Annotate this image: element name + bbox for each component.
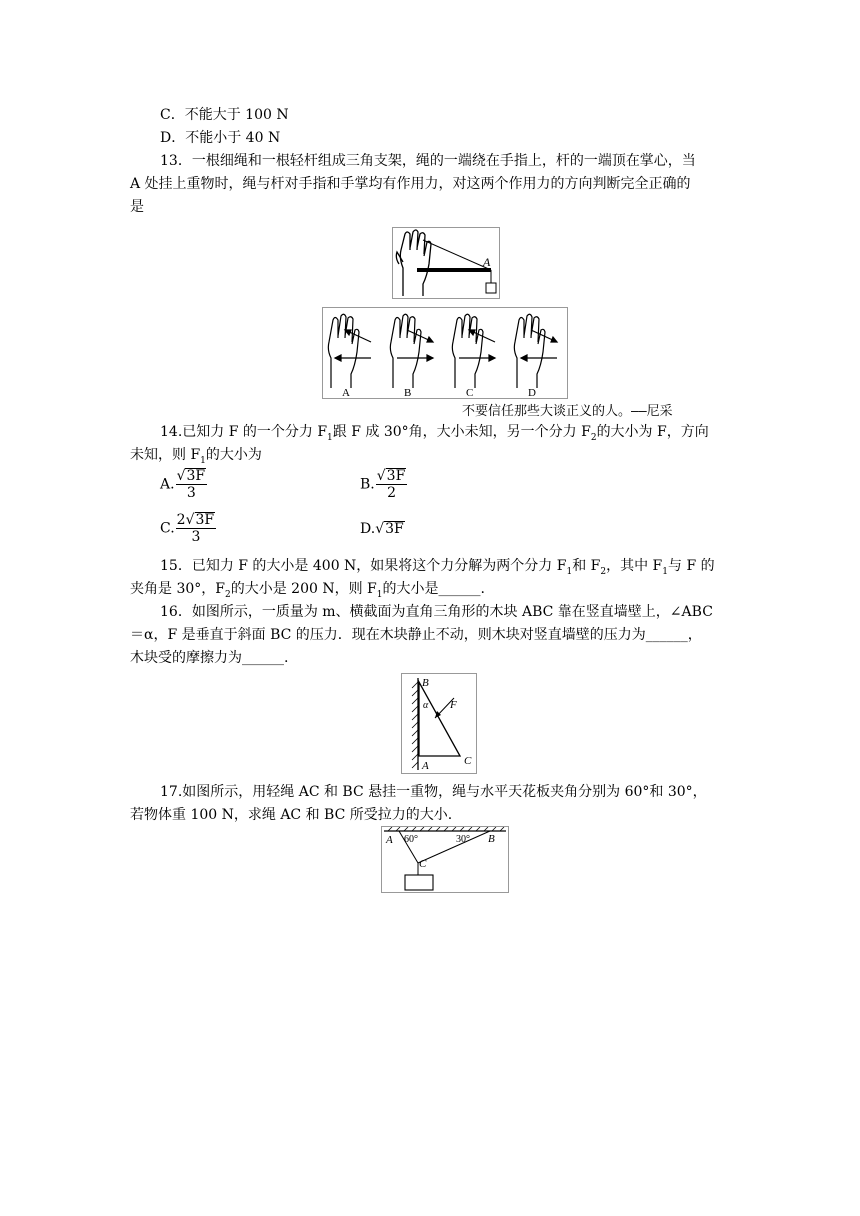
- fig-f-label: F: [450, 699, 457, 711]
- q14-option-b: B. $\frac{√3F}{2}$: [360, 468, 406, 501]
- q14-text-line2: 未知，则 $F_1$的大小为: [130, 447, 262, 466]
- choice-b-label: B: [404, 387, 412, 398]
- choice-c-label: C: [466, 387, 474, 398]
- q16-text-line1: 16．如图所示，一质量为 m、横截面为直角三角形的木块 ABC 靠在竖直墙壁上，∠ABC: [160, 604, 713, 620]
- fig-alpha-label: α: [423, 700, 429, 711]
- choice-c-hand: [452, 314, 495, 388]
- q13-text-line3: 是: [130, 199, 144, 215]
- fig-c-label: C: [464, 755, 472, 767]
- q12-option-d: D．不能小于 40 N: [160, 130, 281, 146]
- choice-d-hand: [514, 314, 557, 388]
- q17-text-line1: 17.如图所示，用轻绳 AC 和 BC 悬挂一重物，绳与水平天花板夹角分别为 60°和 30°，: [160, 784, 707, 800]
- q15-text-line1: 15．已知力 F 的大小是 400 N，如果将这个力分解为两个分力 $F_1$和 $F_2$，其中 $F_1$与 F 的: [160, 558, 715, 577]
- fig-b-label: B: [422, 677, 429, 689]
- choice-a-label: A: [342, 387, 350, 398]
- q13-text-line2: A 处挂上重物时，绳与杆对手指和手掌均有作用力，对这两个作用力的方向判断完全正确的: [130, 176, 691, 192]
- q14-option-a: A. $\frac{√3F}{3}$: [160, 468, 206, 501]
- choice-b-hand: [390, 314, 433, 388]
- q13-text-line1: 13．一根细绳和一根轻杆组成三角支架，绳的一端绕在手指上，杆的一端顶在掌心，当: [160, 153, 696, 169]
- hanging-weight-figure: [381, 826, 509, 893]
- q14-text-line1: 14.已知力 F 的一个分力 $F_1$跟 F 成 30°角，大小未知，另一个分力 $F_2$的大小为 F，方向: [160, 424, 709, 443]
- fig-point-a-label: A: [483, 255, 491, 269]
- hand-tripod-figure: [392, 227, 500, 299]
- choice-d-label: D: [528, 387, 536, 398]
- q17-text-line2: 若物体重 100 N，求绳 AC 和 BC 所受拉力的大小.: [130, 807, 453, 823]
- fig17-c-label: C: [419, 858, 427, 870]
- fig-a-label: A: [422, 760, 429, 772]
- q16-text-line3: 木块受的摩擦力为______.: [130, 650, 289, 666]
- q14-option-d: D.√3F: [360, 521, 404, 537]
- fig17-a-label: A: [386, 834, 393, 846]
- nietzsche-quote: 不要信任那些大谈正义的人。——尼采: [462, 404, 673, 419]
- fig17-b-label: B: [488, 833, 495, 845]
- fig17-angle-a: 60°: [404, 834, 418, 845]
- choice-a-hand: [328, 314, 371, 388]
- fig17-angle-b: 30°: [456, 834, 470, 845]
- q15-text-line2: 夹角是 30°，$F_2$的大小是 200 N，则 $F_1$的大小是______.: [130, 581, 485, 600]
- q12-option-c: C．不能大于 100 N: [160, 107, 289, 123]
- q16-text-line2: ＝α，F 是垂直于斜面 BC 的压力．现在木块静止不动，则木块对竖直墙壁的压力为______，: [130, 627, 702, 643]
- hand-choices-figure: [322, 307, 568, 399]
- wall-triangle-figure: [401, 673, 477, 774]
- q14-option-c: C. $\frac{2√3F}{3}$: [160, 512, 215, 545]
